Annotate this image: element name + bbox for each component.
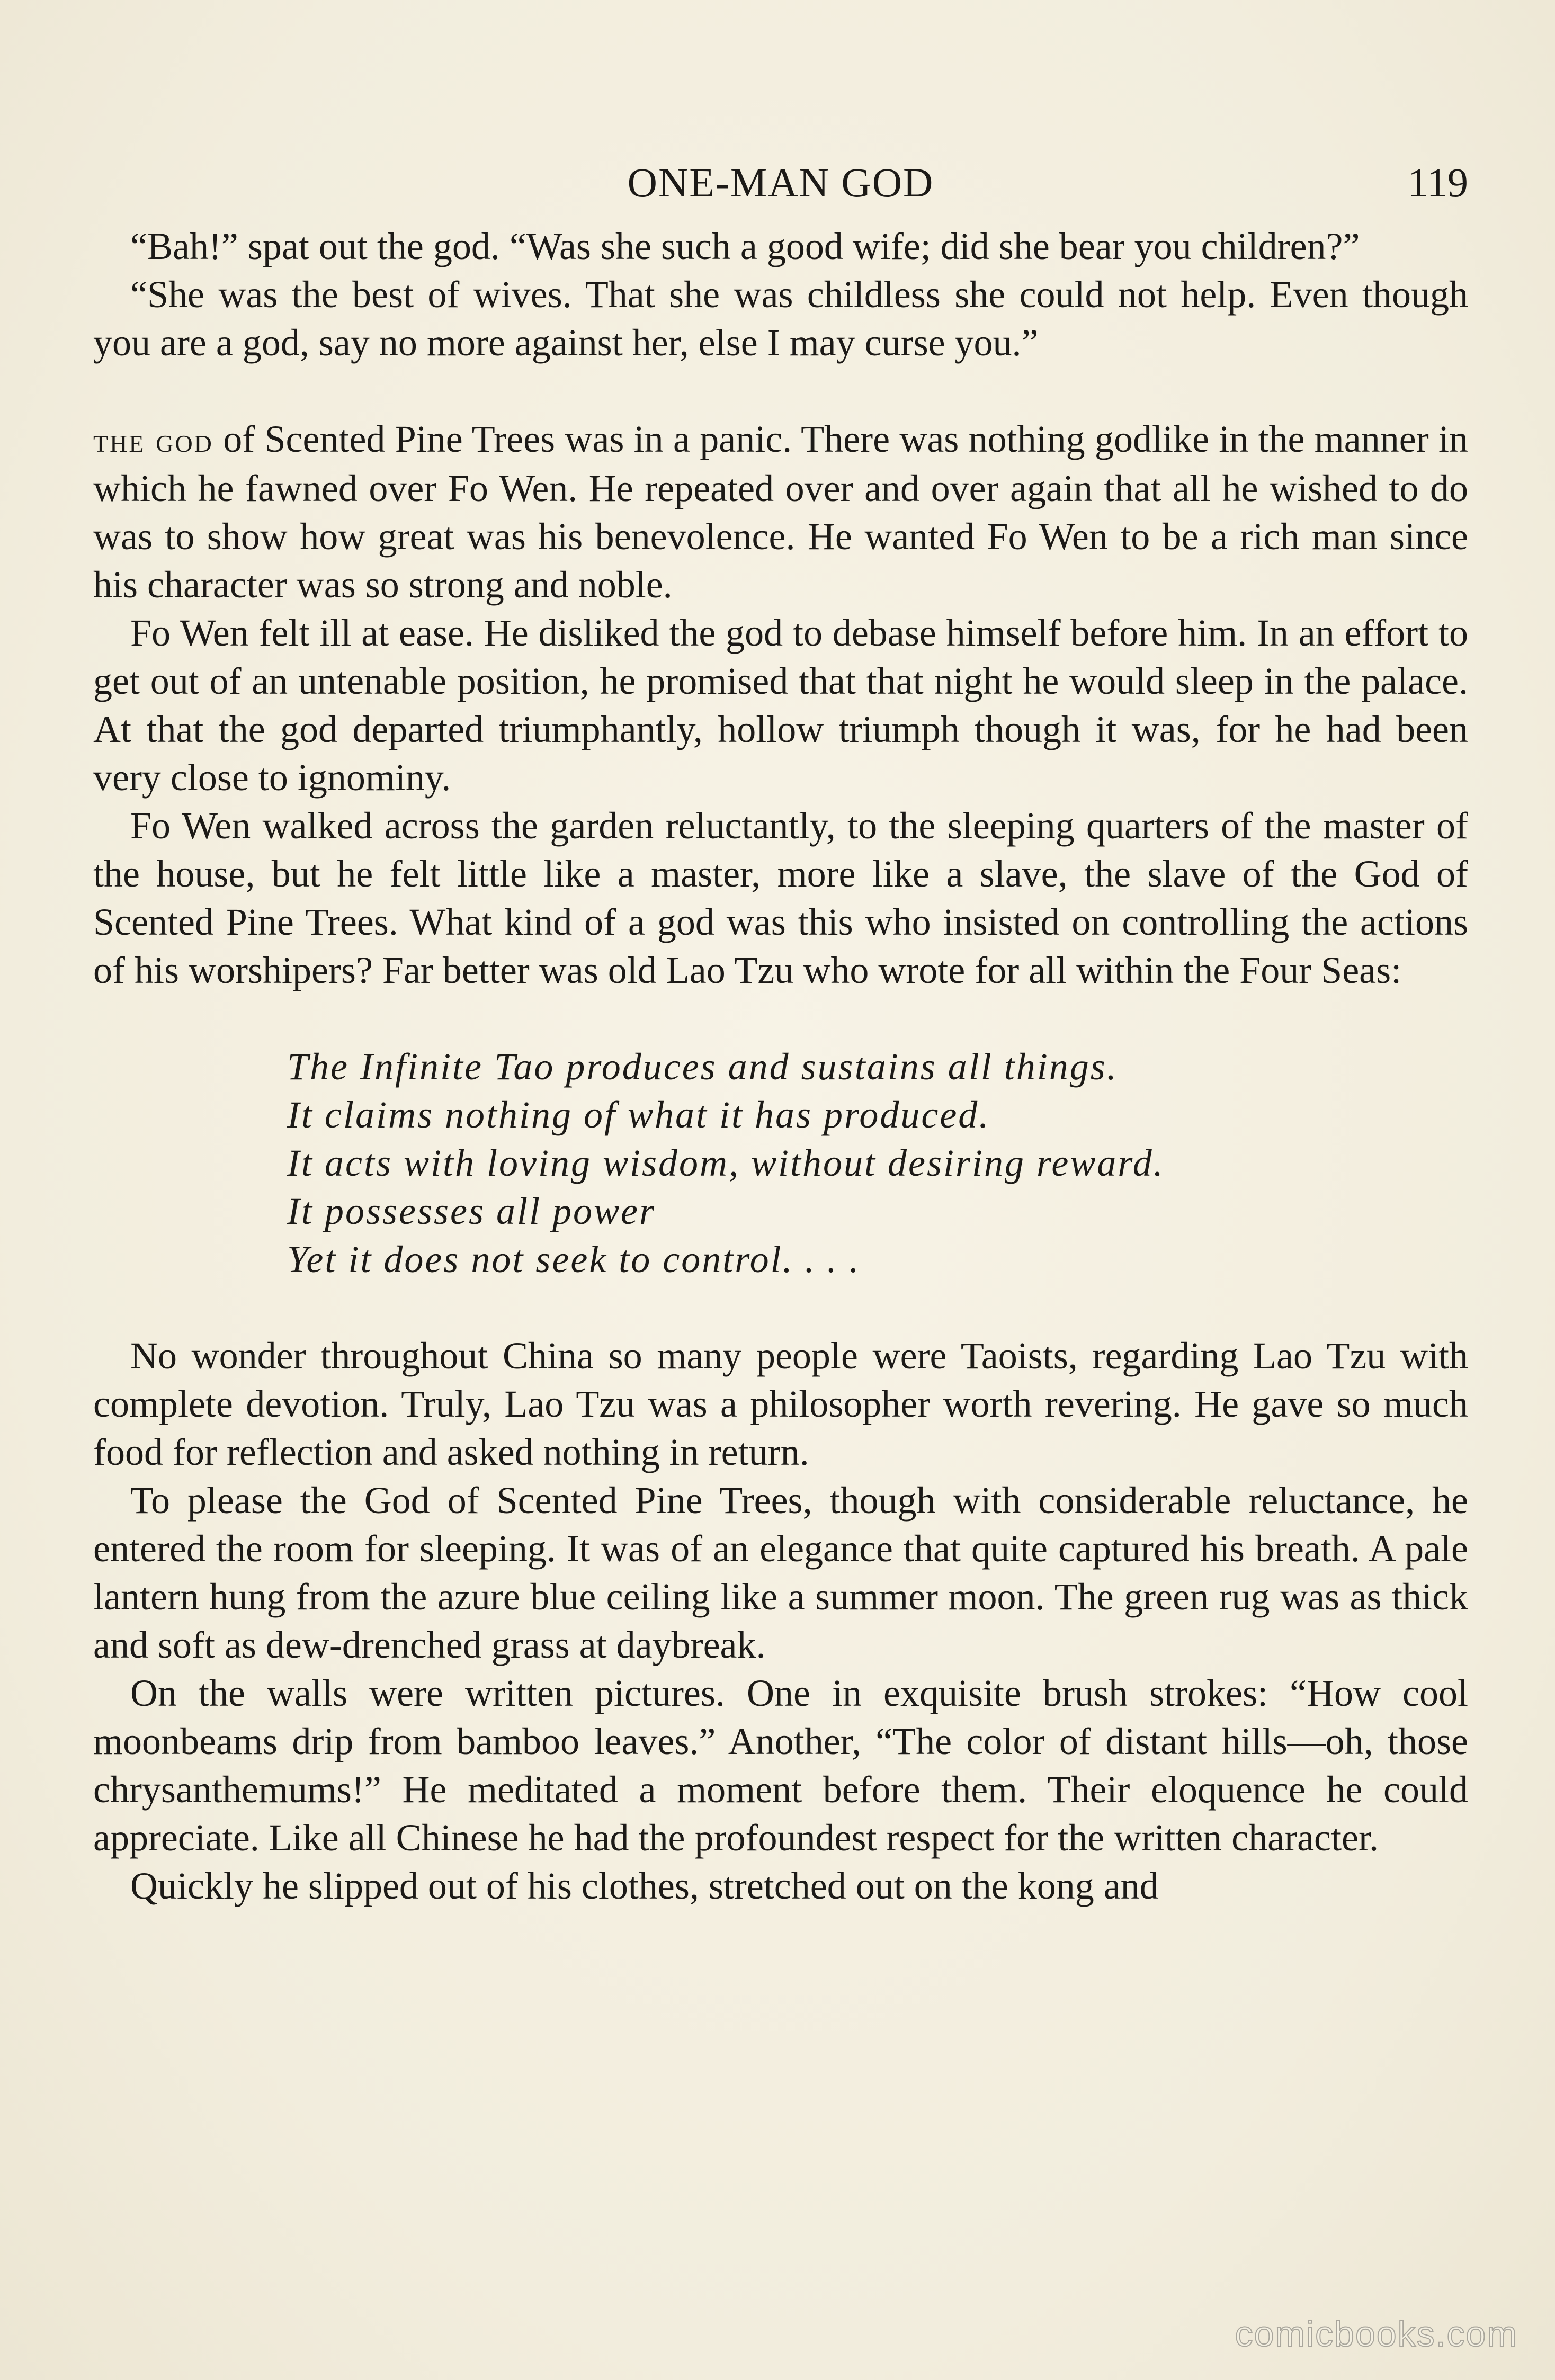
verse-line: It claims nothing of what it has produced. [287,1094,990,1136]
paragraph: “Bah!” spat out the god. “Was she such a good wife; did she bear you children?” [130,225,1360,267]
paragraph: No wonder throughout China so many people were Taoists, regarding Lao Tzu with complete devotion. Truly, Lao Tzu was a philosopher worth revering. He gave so much food for reflection and asked nothing in return. [93,1335,1468,1473]
section-break [93,367,1468,415]
paragraph-text: of Scented Pine Trees was in a panic. There was nothing godlike in the manner in which he fawned over Fo Wen. He repeated over and over again that all he wished to do was to show how great was his benevolence. He wanted Fo Wen to be a rich man since his character was so strong and noble. [93,418,1469,606]
smallcaps-lead: the god [93,421,213,460]
verse-quotation [287,1043,1468,1284]
paragraph: On the walls were written pictures. One in exquisite brush strokes: “How cool moonbeams drip from bamboo leaves.” Another, “The color of distant hills—oh, those chrysanthemums!” He meditated a moment before them. Their eloquence he could appreciate. Like all Chinese he had the profoundest respect for the written character. [93,1672,1468,1859]
paragraph: Quickly he slipped out of his clothes, stretched out on the kong and [130,1865,1159,1907]
running-title: ONE-MAN GOD [627,159,934,205]
watermark: comicbooks.com [1235,2314,1518,2354]
page-number: 119 [1407,159,1468,205]
section-opening-paragraph [93,415,1468,609]
paragraph: Fo Wen walked across the garden reluctantly, to the sleeping quarters of the master of the house, but he felt little like a master, more like a slave, the slave of the God of Scented Pine Trees. What kind of a god was this who insisted on controlling the actions of his worshipers? Far better was old Lao Tzu who wrote for all within the Four Seas: [93,804,1468,991]
paragraph: To please the God of Scented Pine Trees, though with considerable reluctance, he entered the room for sleeping. It was of an elegance that quite captured his breath. A pale lantern hung from the azure blue ceiling like a summer moon. The green rug was as thick and soft as dew-drenched grass at daybreak. [93,1479,1468,1666]
running-head [93,159,1468,217]
paragraph: Fo Wen felt ill at ease. He disliked the god to debase himself before him. In an effort to get out of an untenable position, he promised that that night he would sleep in the palace. At that the god departed triumphantly, hollow triumph though it was, for he had been very close to ignominy. [93,612,1468,799]
paragraph: “She was the best of wives. That she was childless she could not help. Even though you are a god, say no more against her, else I may curse you.” [93,273,1468,364]
verse-line: The Infinite Tao produces and sustains all things. [287,1045,1118,1088]
verse-line: It possesses all power [287,1190,656,1232]
verse-line: It acts with loving wisdom, without desiring reward. [287,1142,1165,1184]
body-text [93,222,1468,1910]
verse-line: Yet it does not seek to control. . . . [287,1238,861,1281]
